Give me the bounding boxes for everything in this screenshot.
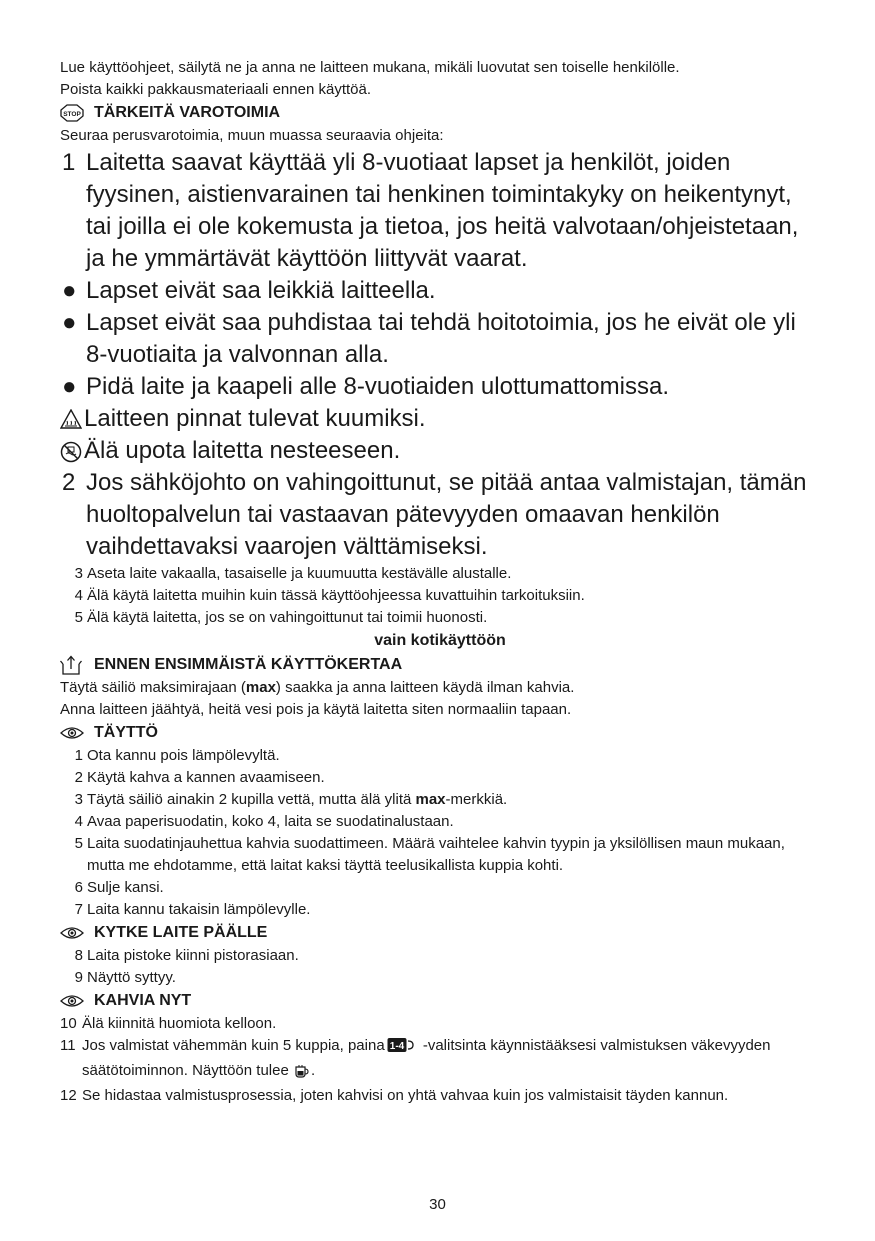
first-use-line-1: Täytä säiliö maksimirajaan (max) saakka ja anna laitteen käydä ilman kahvia.: [60, 679, 575, 696]
no-immerse-warning: [60, 435, 820, 467]
list-item-number: 4: [74, 813, 83, 830]
cup-icon: [295, 1063, 309, 1085]
list-item-text: Sulje kansi.: [87, 879, 164, 896]
list-item-number: 4: [74, 587, 83, 604]
strength-button-label: 1-4: [389, 1041, 404, 1052]
list-item-number: 2: [74, 769, 83, 786]
bullet-item: [60, 275, 820, 307]
bullet-item-text: Pidä laite ja kaapeli alle 8-vuotiaiden ulottumattomissa.: [86, 373, 669, 400]
eye-icon: [60, 993, 86, 1009]
warning-item-2-text: Jos sähköjohto on vahingoittunut, se pitää antaa valmistajan, tämän huoltopalvelun tai vastaavan pätevyyden omaavan henkilön vaihdettavaksi vaarojen välttämiseksi.: [86, 469, 807, 560]
list-item-text: Laita kannu takaisin lämpölevylle.: [87, 901, 311, 918]
home-use-note: vain kotikäyttöön: [374, 632, 506, 649]
list-item: [60, 811, 820, 833]
warning-item-2: [60, 467, 820, 563]
warning-item-2-number: 2: [62, 469, 76, 496]
list-item-text: Aseta laite vakaalla, tasaiselle ja kuumuutta kestävälle alustalle.: [87, 565, 512, 582]
list-item-number: 7: [74, 901, 83, 918]
switch-on-heading-text: KYTKE LAITE PÄÄLLE: [94, 924, 268, 941]
warnings-heading: [60, 101, 820, 125]
list-item: [60, 585, 820, 607]
list-item: [60, 767, 820, 789]
first-use-heading: [60, 653, 820, 677]
page-content: [60, 57, 820, 1107]
first-use-line-2: Anna laitteen jäähtyä, heitä vesi pois ja käytä laitetta siten normaaliin tapaan.: [60, 701, 572, 718]
bullet-item-text: Lapset eivät saa puhdistaa tai tehdä hoitotoimia, jos he eivät ole yli 8-vuotiaita ja valvonnan alla.: [86, 309, 796, 368]
list-item-text: Älä käytä laitetta muihin kuin tässä käyttöohjeessa kuvattuihin tarkoituksiin.: [87, 587, 585, 604]
bullet-dot-icon: ●: [62, 373, 77, 400]
list-item-number: 5: [74, 835, 83, 852]
list-item: [60, 899, 820, 921]
warnings-subtitle: Seuraa perusvarotoimia, muun muassa seuraavia ohjeita:: [60, 127, 444, 144]
list-item-text: Se hidastaa valmistusprosessia, joten kahvisi on yhtä vahvaa kuin jos valmistaisit täyden kannun.: [82, 1087, 729, 1104]
list-item-text: Täytä säiliö ainakin 2 kupilla vettä, mutta älä ylitä max-merkkiä.: [87, 791, 508, 808]
list-item-number: 3: [74, 565, 83, 582]
bullet-item: [60, 307, 820, 371]
bullet-item: [60, 371, 820, 403]
list-item-number: 12: [60, 1087, 77, 1104]
eye-icon: [60, 725, 86, 741]
list-item-text: Avaa paperisuodatin, koko 4, laita se suodatinalustaan.: [87, 813, 454, 830]
list-item-text: Ota kannu pois lämpölevyltä.: [87, 747, 280, 764]
intro-line-2: Poista kaikki pakkausmateriaali ennen käyttöä.: [60, 81, 372, 98]
list-item: [60, 563, 820, 585]
hot-surface-icon: [60, 403, 84, 435]
first-use-heading-text: ENNEN ENSIMMÄISTÄ KÄYTTÖKERTAA: [94, 656, 403, 673]
list-item-text: Laita suodatinjauhettua kahvia suodattimeen. Määrä vaihtelee kahvin tyypin ja yksilöllisen maun mukaan, mutta me ehdotamme, että laitat kaksi täyttä teelusikallista kuppia kohti.: [87, 835, 785, 874]
no-immerse-icon: [60, 435, 84, 467]
bullet-dot-icon: ●: [62, 277, 77, 304]
list-item-number: 6: [74, 879, 83, 896]
eye-icon: [60, 925, 86, 941]
hot-surface-warning: [60, 403, 820, 435]
no-immerse-text: Älä upota laitetta nesteeseen.: [84, 437, 401, 464]
list-item-number: 5: [74, 609, 83, 626]
page-number: 30: [429, 1196, 446, 1213]
list-item-text: Älä käytä laitetta, jos se on vahingoittunut tai toimii huonosti.: [87, 609, 488, 626]
list-item: [60, 1085, 820, 1107]
list-item-text: Käytä kahva a kannen avaamiseen.: [87, 769, 325, 786]
stop-icon-label: STOP: [63, 111, 81, 118]
list-item: [60, 789, 820, 811]
list-item-text: Jos valmistat vähemmän kuin 5 kuppia, paina 1-4 -valitsinta käynnistääksesi valmistuksen väkevyyden säätötoiminnon. Näyttöön tulee .: [82, 1035, 820, 1085]
list-item: [60, 1035, 820, 1085]
list-item: [60, 1013, 820, 1035]
list-item: [60, 945, 820, 967]
list-item: [60, 967, 820, 989]
hot-surface-text: Laitteen pinnat tulevat kuumiksi.: [84, 405, 426, 432]
list-item-text: Näyttö syttyy.: [87, 969, 176, 986]
list-item-number: 8: [74, 947, 83, 964]
list-item-text: Älä kiinnitä huomiota kelloon.: [82, 1015, 277, 1032]
list-item-number: 1: [74, 747, 83, 764]
bullet-item-text: Lapset eivät saa leikkiä laitteella.: [86, 277, 436, 304]
bullet-dot-icon: ●: [62, 309, 77, 336]
warnings-heading-text: TÄRKEITÄ VAROTOIMIA: [94, 104, 281, 121]
list-item: [60, 833, 820, 877]
filling-heading-text: TÄYTTÖ: [94, 724, 158, 741]
list-item: [60, 607, 820, 629]
stop-icon: [60, 104, 86, 122]
warning-item-1-number: 1: [62, 149, 76, 176]
list-item: [60, 877, 820, 899]
intro-line-1: Lue käyttöohjeet, säilytä ne ja anna ne laitteen mukana, mikäli luovutat sen toiselle henkilölle.: [60, 59, 680, 76]
list-item-number: 11: [60, 1037, 76, 1054]
coffee-now-heading: [60, 989, 820, 1013]
warning-item-1: [60, 147, 820, 275]
list-item-number: 10: [60, 1015, 77, 1032]
coffee-now-heading-text: KAHVIA NYT: [94, 992, 192, 1009]
list-item: [60, 745, 820, 767]
list-item-number: 3: [74, 791, 83, 808]
list-item-text: Laita pistoke kiinni pistorasiaan.: [87, 947, 299, 964]
list-item-number: 9: [74, 969, 83, 986]
switch-on-heading: [60, 921, 820, 945]
unpack-box-icon: [60, 655, 86, 675]
warning-item-1-text: Laitetta saavat käyttää yli 8-vuotiaat lapset ja henkilöt, joiden fyysinen, aistienvarainen tai henkinen toimintakyky on heikentynyt, tai joilla ei ole kokemusta ja tietoa, jos heitä valvotaan/ohjeistetaan, ja he ymmärtävät käyttöön liittyvät vaarat.: [86, 149, 799, 272]
filling-heading: [60, 721, 820, 745]
strength-button-icon: [387, 1037, 417, 1060]
